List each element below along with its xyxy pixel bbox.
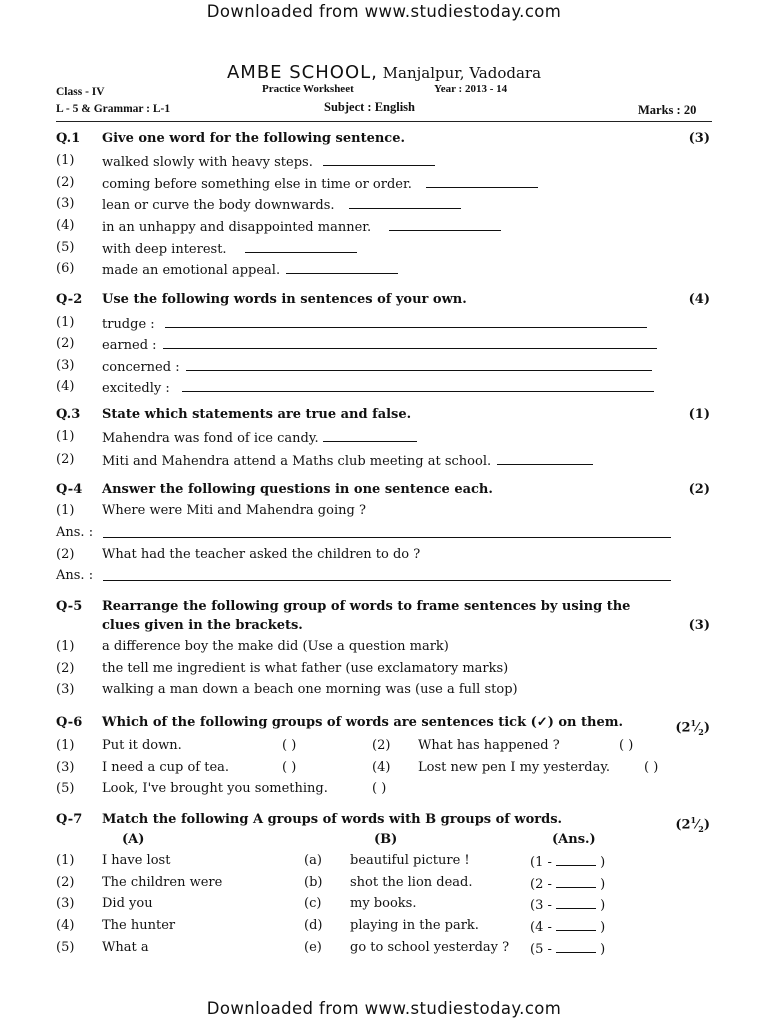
school-heading: [0, 62, 768, 83]
answer-blank[interactable]: [323, 153, 435, 166]
item-number: (2): [56, 661, 75, 676]
q7-title: Match the following A groups of words with B groups of words.: [102, 812, 563, 827]
tick-box[interactable]: ( ): [372, 781, 387, 796]
item-number: (5): [56, 781, 75, 796]
match-answer: [530, 940, 605, 958]
q7-number: Q-7: [56, 812, 83, 827]
item-number: (2): [56, 452, 75, 467]
item-number: (1): [56, 153, 75, 168]
marks-denominator: 2: [698, 726, 704, 737]
answer-blank[interactable]: [389, 218, 501, 231]
column-a-text: The hunter: [102, 918, 176, 933]
match-answer: [530, 918, 605, 936]
column-a-text: What a: [102, 940, 149, 955]
sentence-blank[interactable]: [182, 379, 654, 392]
q1-title: Give one word for the following sentence.: [102, 131, 406, 146]
answer-prefix: (5 -: [530, 942, 552, 957]
item-number: (1): [56, 853, 75, 868]
item-number: (1): [56, 315, 75, 330]
answer-close: ): [600, 920, 606, 935]
q5-number: Q-5: [56, 599, 83, 614]
item-label: Where were Miti and Mahendra going ?: [102, 503, 366, 518]
match-answer: [530, 896, 605, 914]
lesson-label: L - 5 & Grammar : L-1: [56, 103, 171, 115]
item-text: [102, 261, 652, 279]
item-number: (1): [56, 429, 75, 444]
item-label: Miti and Mahendra attend a Maths club meeting at school.: [102, 454, 492, 469]
answer-prefix: (3 -: [530, 898, 552, 913]
column-ans-header: (Ans.): [552, 832, 596, 847]
item-number: (4): [56, 379, 75, 394]
sentence-blank[interactable]: [165, 315, 647, 328]
match-answer-blank[interactable]: [556, 940, 596, 953]
column-a-text: I have lost: [102, 853, 171, 868]
tick-box[interactable]: ( ): [644, 760, 659, 775]
year-label: Year : 2013 - 14: [434, 83, 508, 95]
answer-prefix: (2 -: [530, 877, 552, 892]
q6-title-pre: Which of the following groups of words are sentences tick (: [102, 715, 537, 730]
q6-marks: $(2^1⁄_2)$: [675, 718, 710, 737]
item-text: [102, 196, 652, 214]
match-answer-blank[interactable]: [556, 918, 596, 931]
answer-blank[interactable]: [349, 196, 461, 209]
marks-total: Marks : 20: [638, 103, 697, 117]
column-b-letter: (a): [304, 853, 322, 868]
answer-close: ): [600, 877, 606, 892]
tick-icon: ✓: [536, 715, 548, 730]
item-number: (4): [372, 760, 391, 775]
answer-label: Ans. :: [56, 525, 94, 540]
item-number: (1): [56, 738, 75, 753]
q2-marks: (4): [688, 292, 710, 307]
answer-blank[interactable]: [426, 175, 538, 188]
match-answer-blank[interactable]: [556, 896, 596, 909]
q6-title: [102, 715, 672, 731]
practice-worksheet-label: Practice Worksheet: [262, 83, 354, 95]
marks-numerator: 1: [690, 718, 697, 728]
true-false-blank[interactable]: [497, 452, 593, 465]
item-label: in an unhappy and disappointed manner.: [102, 220, 372, 235]
item-label: with deep interest.: [102, 242, 227, 257]
q5-marks: (3): [688, 618, 710, 633]
item-text: [102, 429, 652, 447]
item-number: (2): [56, 336, 75, 351]
q2-number: Q-2: [56, 292, 83, 307]
tick-box[interactable]: ( ): [282, 738, 297, 753]
column-b-text: beautiful picture !: [350, 853, 470, 868]
q4-marks: (2): [688, 482, 710, 497]
true-false-blank[interactable]: [323, 429, 417, 442]
item-label: walked slowly with heavy steps.: [102, 155, 313, 170]
match-answer-blank[interactable]: [556, 875, 596, 888]
item-text: [102, 452, 712, 470]
answer-close: ): [600, 855, 606, 870]
item-label: Look, I've brought you something.: [102, 781, 328, 796]
column-a-header: (A): [122, 832, 145, 847]
marks-numerator: 1: [690, 815, 697, 825]
item-text: [102, 153, 652, 171]
column-b-text: go to school yesterday ?: [350, 940, 510, 955]
column-b-header: (B): [374, 832, 398, 847]
match-answer-blank[interactable]: [556, 853, 596, 866]
item-label: Put it down.: [102, 738, 182, 753]
answer-prefix: (4 -: [530, 920, 552, 935]
marks-close: ): [703, 720, 710, 736]
item-label: Lost new pen I my yesterday.: [418, 760, 611, 775]
download-banner-bottom[interactable]: Downloaded from www.studiestoday.com: [206, 999, 562, 1018]
answer-blank[interactable]: [103, 525, 671, 538]
q4-title: Answer the following questions in one sentence each.: [102, 482, 493, 497]
q7-marks: $(2^1⁄_2)$: [675, 815, 710, 834]
item-label: trudge :: [102, 317, 155, 332]
item-number: (2): [56, 547, 75, 562]
item-label: I need a cup of tea.: [102, 760, 230, 775]
answer-close: ): [600, 898, 606, 913]
answer-label: Ans. :: [56, 568, 94, 583]
q2-title: Use the following words in sentences of your own.: [102, 292, 467, 307]
item-label: the tell me ingredient is what father (use exclamatory marks): [102, 661, 509, 676]
item-number: (6): [56, 261, 75, 276]
class-label: Class - IV: [56, 86, 105, 98]
item-number: (3): [56, 682, 75, 697]
item-number: (4): [56, 218, 75, 233]
column-b-letter: (e): [304, 940, 322, 955]
match-answer: [530, 875, 605, 893]
item-text: [102, 379, 712, 397]
item-number: (3): [56, 896, 75, 911]
answer-close: ): [600, 942, 606, 957]
item-label: walking a man down a beach one morning was (use a full stop): [102, 682, 518, 697]
q4-number: Q-4: [56, 482, 83, 497]
marks-whole: (2: [675, 720, 691, 736]
item-label: What had the teacher asked the children to do ?: [102, 547, 421, 562]
marks-close: ): [703, 817, 710, 833]
column-a-text: The children were: [102, 875, 223, 890]
item-text: [102, 218, 652, 236]
item-label: excitedly :: [102, 381, 170, 396]
q3-number: Q.3: [56, 407, 81, 422]
column-b-text: my books.: [350, 896, 417, 911]
q6-number: Q-6: [56, 715, 83, 730]
q3-title: State which statements are true and false.: [102, 407, 412, 422]
marks-whole: (2: [675, 817, 691, 833]
item-text: [102, 358, 712, 376]
item-number: (3): [56, 358, 75, 373]
answer-blank[interactable]: [103, 568, 671, 581]
item-number: (5): [56, 940, 75, 955]
item-text: [102, 315, 652, 333]
tick-box[interactable]: ( ): [619, 738, 634, 753]
item-number: (1): [56, 639, 75, 654]
subject-label: Subject : English: [324, 100, 415, 114]
download-banner-top[interactable]: Downloaded from www.studiestoday.com: [206, 2, 562, 21]
item-label: Mahendra was fond of ice candy.: [102, 431, 319, 446]
item-text: [102, 240, 652, 258]
q1-marks: (3): [688, 131, 710, 146]
q6-title-post: ) on them.: [547, 715, 624, 730]
item-text: [102, 336, 712, 354]
column-b-text: playing in the park.: [350, 918, 479, 933]
q5-title-line2: clues given in the brackets.: [102, 618, 303, 633]
column-b-text: shot the lion dead.: [350, 875, 473, 890]
column-b-letter: (d): [304, 918, 323, 933]
item-number: (5): [56, 240, 75, 255]
q5-title-line1: Rearrange the following group of words to frame sentences by using the: [102, 599, 631, 614]
item-label: lean or curve the body downwards.: [102, 198, 335, 213]
column-a-text: Did you: [102, 896, 153, 911]
match-answer: [530, 853, 605, 871]
answer-prefix: (1 -: [530, 855, 552, 870]
school-name: AMBE SCHOOL,: [226, 62, 378, 83]
item-number: (3): [56, 196, 75, 211]
sentence-blank[interactable]: [186, 358, 652, 371]
item-text: [102, 175, 652, 193]
marks-denominator: 2: [698, 823, 704, 834]
tick-box[interactable]: ( ): [282, 760, 297, 775]
item-label: coming before something else in time or order.: [102, 177, 412, 192]
item-number: (2): [56, 175, 75, 190]
item-number: (3): [56, 760, 75, 775]
item-label: earned :: [102, 338, 157, 353]
item-label: a difference boy the make did (Use a question mark): [102, 639, 449, 654]
answer-blank[interactable]: [245, 240, 357, 253]
q3-marks: (1): [688, 407, 710, 422]
sentence-blank[interactable]: [163, 336, 657, 349]
school-location: Manjalpur, Vadodara: [382, 64, 542, 82]
item-number: (1): [56, 503, 75, 518]
item-label: concerned :: [102, 360, 180, 375]
item-number: (2): [56, 875, 75, 890]
column-b-letter: (b): [304, 875, 323, 890]
item-number: (4): [56, 918, 75, 933]
item-label: What has happened ?: [418, 738, 560, 753]
item-label: made an emotional appeal.: [102, 263, 281, 278]
answer-blank[interactable]: [286, 261, 398, 274]
column-b-letter: (c): [304, 896, 322, 911]
header-divider: [56, 121, 712, 122]
item-number: (2): [372, 738, 391, 753]
q1-number: Q.1: [56, 131, 81, 146]
